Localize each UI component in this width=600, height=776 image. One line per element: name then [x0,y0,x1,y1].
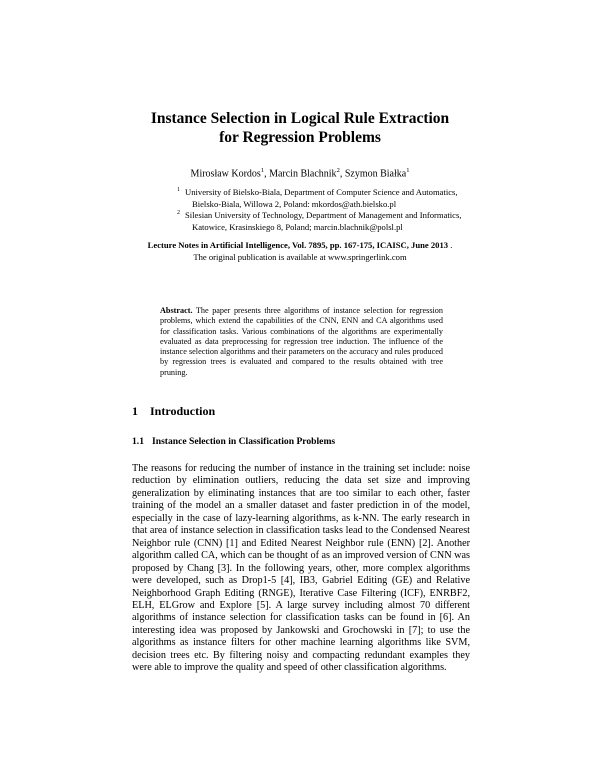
availability-note: The original publication is available at www.springerlink.com [193,251,407,262]
affiliation-line1: University of Bielsko-Biala, Department of Computer Science and Automatics, [185,187,458,197]
section-heading [132,404,215,419]
affiliation [177,210,485,233]
affiliation-line2: Katowice, Krasinskiego 8, Poland; marcin.blachnik@polsl.pl [192,221,403,232]
author-name: Marcin Blachnik [269,168,337,180]
affiliation-line1: Silesian University of Technology, Department of Management and Informatics, [185,210,462,220]
author-separator: , [264,168,270,180]
affiliation-number: 1 [177,187,180,193]
publication-note [0,240,600,263]
author-affiliation-mark: 1 [260,167,265,174]
affiliation [177,187,485,210]
author-separator: , [339,168,345,180]
section-title: Introduction [150,404,216,418]
author-affiliation-mark: 1 [406,167,410,174]
section-number: 1 [132,404,138,418]
subsection-heading [132,436,335,447]
abstract-text: The paper presents three algorithms of instance selection for regression problems, which extend the capabilities of the CNN, ENN and CA algorithms used for classification tasks. Various combinations of the algorithms are experimentally evaluated as data preprocessing for regression tree induction. The influence of the instance selection algorithms and their parameters on the accuracy and rules produced by regression trees is evaluated and compared to the results obtained with tree pruning. [160,306,443,377]
body-paragraph: The reasons for reducing the number of instance in the training set include: noise reduction by elimination outliers, reducing the data set size and improving generalization by eliminating instances that are too similar to each other, faster training of the model an a smaller dataset and faster prediction in of the model, especially in the case of lazy-learning algorithms, as k-NN. The early research in that area of instance selection in classification tasks lead to the Condensed Nearest Neighbor rule (CNN) [1] and Edited Nearest Neighbor rule (ENN) [2]. Another algorithm called CA, which can be thought of as an improved version of CNN was proposed by Chang [3]. In the following years, other, more complex algorithms were developed, such as Drop1-5 [4], IB3, Gabriel Editing (GE) and Relative Neighborhood Graph Editing (RNGE), Iterative Case Filtering (ICF), ENRBF2, ELH, ELGrow and Explore [5]. A large survey including almost 70 different algorithms of instance selection for classification tasks can be found in [6]. An interesting idea was proposed by Jankowski and Grochowski in [7]; to use the algorithms as instance filters for other machine learning algorithms like SVM, decision trees etc. By filtering noisy and compacting redundant examples they were able to improve the quality and speed of other classification algorithms. [132,463,470,674]
subsection-number: 1.1 [132,436,144,447]
affiliation-line2: Bielsko-Biala, Willowa 2, Poland: mkordos@ath.bielsko.pl [192,198,397,209]
abstract [160,306,443,378]
publication-tail: . [448,240,453,250]
author-list [0,167,600,179]
subsection-title: Instance Selection in Classification Problems [152,436,336,447]
author-name: Szymon Białka [344,168,407,180]
abstract-label: Abstract. [160,306,193,315]
paper-title-line2: for Regression Problems [219,129,381,146]
author-affiliation-mark: 2 [336,167,340,174]
paper-title-line1: Instance Selection in Logical Rule Extraction [150,110,450,127]
publication-reference: Lecture Notes in Artificial Intelligence, Vol. 7895, pp. 167-175, ICAISC, June 2013 [147,240,449,250]
body-text [132,463,470,675]
affiliation-number: 2 [177,210,180,216]
author-name: Mirosław Kordos [190,168,261,180]
